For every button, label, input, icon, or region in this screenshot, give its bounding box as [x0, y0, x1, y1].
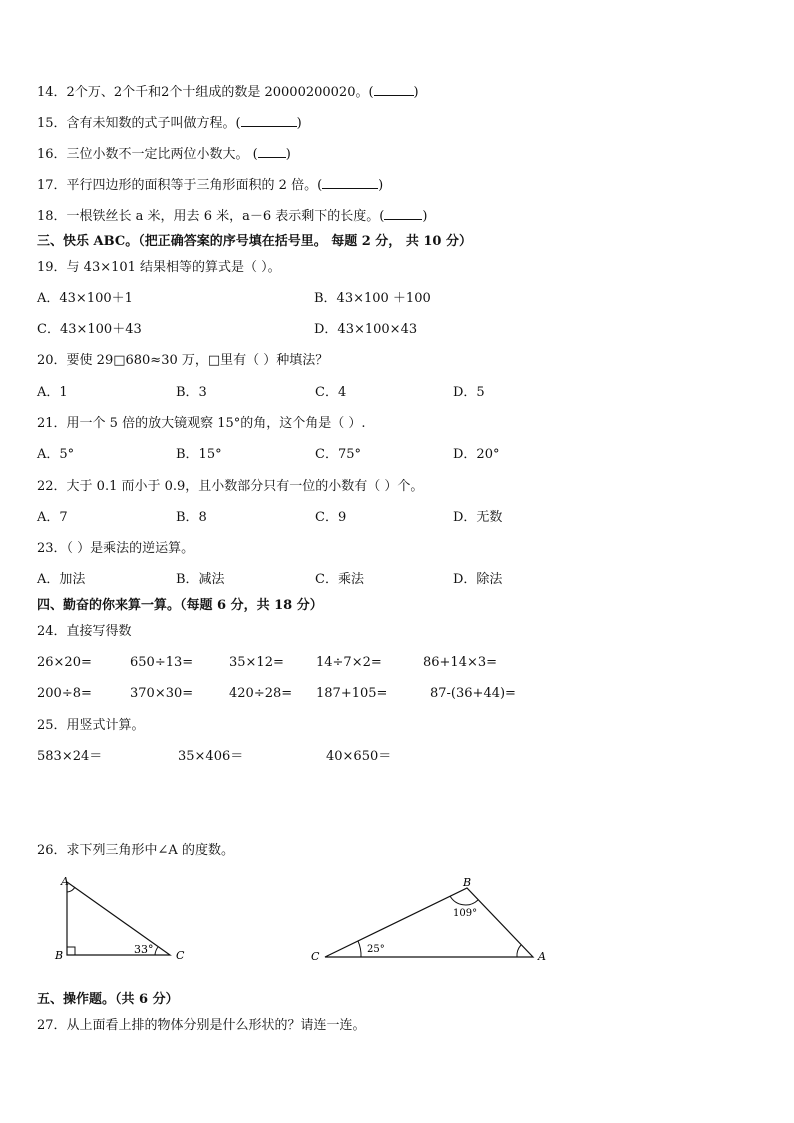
angle-arc	[517, 945, 521, 957]
triangle-1-figure	[50, 872, 200, 967]
section-3-title: 三、快乐 ABC。（把正确答案的序号填在括号里。 每题 2 分， 共 10 分）	[37, 234, 472, 249]
section-5-title: 五、操作题。（共 6 分）	[37, 992, 179, 1007]
answer-blank[interactable]	[322, 176, 378, 189]
vertical-calc-item: 40×650＝	[326, 749, 392, 764]
angle-arc	[358, 941, 361, 957]
calc-item: 650÷13=	[130, 655, 194, 670]
vertical-calc-item: 583×24＝	[37, 749, 103, 764]
answer-blank[interactable]	[258, 145, 286, 158]
q19-option-b[interactable]: B．43×100 ＋100	[314, 291, 431, 306]
vertex-label-a: A	[61, 875, 69, 888]
calc-item: 35×12=	[229, 655, 284, 670]
question-17: 17．平行四边形的面积等于三角形面积的 2 倍。( )	[37, 178, 384, 193]
q19-option-a[interactable]: A．43×100＋1	[37, 291, 133, 306]
section-4-title: 四、勤奋的你来算一算。（每题 6 分，共 18 分）	[37, 598, 323, 613]
q19-option-c[interactable]: C．43×100＋43	[37, 322, 142, 337]
question-15: 15．含有未知数的式子叫做方程。( )	[37, 116, 302, 131]
q20-option-d[interactable]: D．5	[453, 385, 485, 400]
calc-item: 187+105=	[316, 686, 388, 701]
question-21-stem: 21．用一个 5 倍的放大镜观察 15°的角，这个角是（ ）.	[37, 416, 366, 431]
angle-label-c: 33°	[134, 943, 154, 956]
angle-arc	[450, 896, 478, 905]
question-17-text: 17．平行四边形的面积等于三角形面积的 2 倍。(	[37, 178, 323, 193]
vertex-label-c: C	[176, 949, 185, 962]
right-angle-mark	[67, 947, 75, 955]
vertex-label-c: C	[311, 950, 320, 963]
q22-option-d[interactable]: D．无数	[453, 510, 503, 525]
question-16-text: 16．三位小数不一定比两位小数大。 (	[37, 147, 258, 162]
q21-option-c[interactable]: C．75°	[315, 447, 361, 462]
q23-option-c[interactable]: C．乘法	[315, 572, 364, 587]
question-27-stem: 27．从上面看上排的物体分别是什么形状的？请连一连。	[37, 1018, 366, 1033]
angle-label-b: 109°	[453, 908, 478, 919]
vertex-label-b: B	[55, 949, 64, 962]
calc-item: 87-(36+44)=	[430, 686, 516, 701]
vertex-label-b: B	[463, 876, 472, 889]
q22-option-c[interactable]: C．9	[315, 510, 347, 525]
q20-option-a[interactable]: A．1	[37, 385, 68, 400]
q23-option-a[interactable]: A．加法	[37, 572, 86, 587]
q23-option-b[interactable]: B．减法	[176, 572, 225, 587]
vertical-calc-item: 35×406＝	[178, 749, 244, 764]
q22-option-a[interactable]: A．7	[37, 510, 68, 525]
calc-item: 86+14×3=	[423, 655, 498, 670]
question-20-stem: 20．要使 29□680≈30 万，□里有（ ）种填法？	[37, 353, 329, 368]
question-15-text: 15．含有未知数的式子叫做方程。(	[37, 116, 241, 131]
q20-option-c[interactable]: C．4	[315, 385, 347, 400]
q20-option-b[interactable]: B．3	[176, 385, 207, 400]
answer-blank[interactable]	[241, 114, 297, 127]
question-19-stem: 19．与 43×101 结果相等的算式是（ ）。	[37, 260, 281, 275]
calc-item: 420÷28=	[229, 686, 293, 701]
answer-blank[interactable]	[374, 83, 414, 96]
q21-option-d[interactable]: D．20°	[453, 447, 500, 462]
question-22-stem: 22．大于 0.1 而小于 0.9，且小数部分只有一位的小数有（ ）个。	[37, 479, 424, 494]
question-23-stem: 23．（ ）是乘法的逆运算。	[37, 541, 195, 556]
question-24-stem: 24．直接写得数	[37, 624, 132, 639]
question-14: 14．2个万、2个千和2个十组成的数是 20000200020。( )	[37, 85, 419, 100]
q21-option-b[interactable]: B．15°	[176, 447, 222, 462]
q19-option-d[interactable]: D．43×100×43	[314, 322, 418, 337]
vertex-label-a: A	[538, 950, 546, 963]
question-14-text: 14．2个万、2个千和2个十组成的数是 20000200020。(	[37, 85, 374, 100]
q22-option-b[interactable]: B．8	[176, 510, 207, 525]
calc-item: 14÷7×2=	[316, 655, 382, 670]
question-18: 18．一根铁丝长 a 米，用去 6 米，a－6 表示剩下的长度。( )	[37, 209, 428, 224]
angle-arc	[155, 947, 158, 955]
triangle-1-shape	[67, 882, 170, 955]
q23-option-d[interactable]: D．除法	[453, 572, 503, 587]
calc-item: 200÷8=	[37, 686, 92, 701]
calc-item: 370×30=	[130, 686, 194, 701]
question-18-text: 18．一根铁丝长 a 米，用去 6 米，a－6 表示剩下的长度。(	[37, 209, 385, 224]
question-16: 16．三位小数不一定比两位小数大。 ( )	[37, 147, 291, 162]
answer-blank[interactable]	[384, 207, 422, 220]
question-25-stem: 25．用竖式计算。	[37, 718, 145, 733]
triangle-2-shape	[325, 888, 533, 957]
calc-item: 26×20=	[37, 655, 92, 670]
angle-label-c: 25°	[367, 944, 385, 955]
q21-option-a[interactable]: A．5°	[37, 447, 75, 462]
question-26-stem: 26．求下列三角形中∠A 的度数。	[37, 843, 234, 858]
triangle-2-figure	[300, 872, 560, 967]
